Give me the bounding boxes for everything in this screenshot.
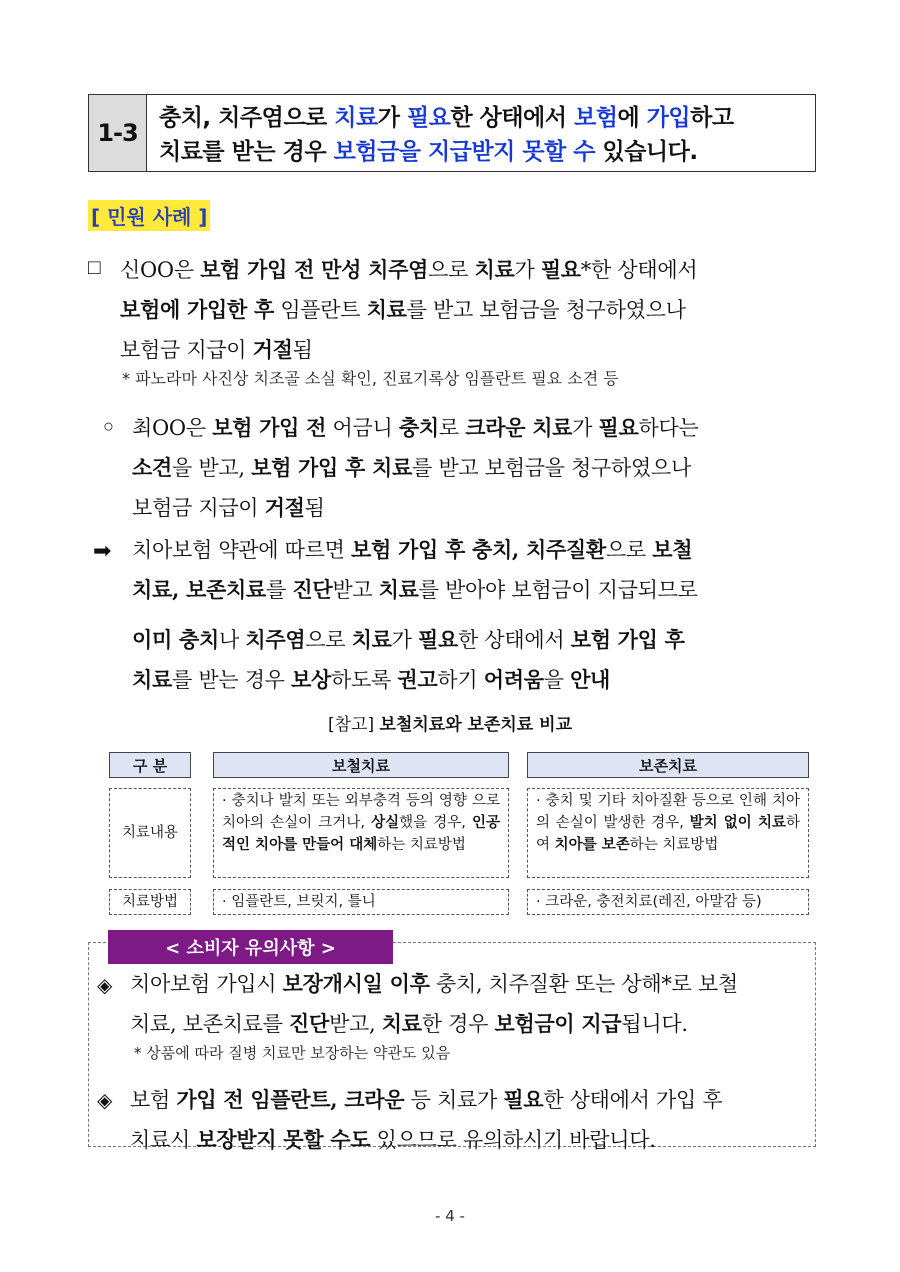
bold-text: 이미 충치: [132, 627, 219, 652]
conclusion-text-2: [132, 620, 685, 700]
text-run: 를 받고 보험금을 청구하였으나: [412, 456, 691, 480]
text-line: [132, 660, 685, 700]
bold-text: 보험에 가입한 후: [120, 297, 274, 322]
text-run: 하는 치료방법: [377, 837, 466, 853]
text-line: [120, 290, 697, 330]
bold-text: 거절: [264, 495, 305, 520]
table-cell: [213, 889, 509, 915]
bold-text: 보장개시일 이후: [282, 971, 430, 996]
text-run: 어금니: [326, 416, 399, 440]
bold-text: 인공적인 치아를 만들어 대체: [222, 815, 501, 853]
bold-text: 보험 가입 전: [212, 415, 327, 440]
table-row-label: 치료방법: [109, 889, 191, 915]
bold-text: 보험 가입 후 치료: [251, 455, 413, 480]
notice-item1-note: * 상품에 따라 질병 치료만 보장하는 약관도 있음: [134, 1044, 451, 1062]
bold-text: 가입 전 임플란트, 크라운: [176, 1087, 405, 1112]
table-cell: [213, 788, 509, 878]
conclusion-text: [132, 530, 698, 610]
text-line: [130, 1080, 722, 1120]
text-run: 하고: [690, 105, 734, 131]
text-run: 최OO은: [132, 416, 213, 440]
bold-text: 치료: [132, 667, 172, 692]
text-run: 치아보험 가입시: [130, 972, 283, 996]
bold-text: 필요: [503, 1087, 544, 1112]
bold-text: 소견: [132, 455, 172, 480]
bold-text: 충치: [398, 415, 439, 440]
bold-text: 치아를 보존: [554, 837, 630, 853]
text-run: 치료, 보존치료를: [130, 1012, 290, 1036]
text-run: 했을 경우,: [399, 815, 472, 831]
section-header: [88, 94, 816, 172]
diamond-bullet-icon: ◈: [97, 975, 113, 997]
case1-note: * 파노라마 사진상 치조골 소실 확인, 진료기록상 임플란트 필요 소견 등: [122, 369, 619, 388]
table-cell: [527, 788, 809, 878]
text-run: *한 상태에서: [580, 258, 698, 282]
text-run: 하기: [437, 668, 484, 692]
bold-text: 보험금이 지급: [494, 1011, 622, 1036]
text-run: 됩니다.: [621, 1012, 688, 1036]
text-run: 치료시: [130, 1128, 197, 1152]
text-run: · 충치나 발치 또는 외부충격 등의 영향 으로 치아의 손실이 크거나,: [222, 793, 500, 831]
bold-text: 치료: [351, 627, 392, 652]
bold-text: 어려움: [483, 667, 544, 692]
bold-text: 치료: [381, 1011, 422, 1036]
text-run: 임플란트: [273, 298, 367, 322]
text-run: 있으므로 유의하시기 바랍니다.: [370, 1128, 656, 1152]
text-run: 치아보험 약관에 따르면: [132, 538, 351, 562]
reference-title: [0, 710, 900, 735]
table-row-label: 치료내용: [109, 788, 191, 878]
bold-text: 필요: [540, 257, 581, 282]
text-run: 충치, 치주염으로: [159, 105, 335, 131]
text-line: [130, 1120, 722, 1160]
text-run: 보험금 지급이: [120, 338, 253, 362]
text-run: 받고,: [329, 1012, 382, 1036]
bold-text: 거절: [252, 337, 293, 362]
text-line: [130, 1004, 738, 1044]
highlight-text: 가입: [646, 105, 691, 131]
bold-text: 치료: [474, 257, 515, 282]
highlight-text: 보험: [574, 105, 618, 131]
text-line: [130, 964, 738, 1004]
bold-text: 안내: [570, 667, 611, 692]
bold-text: 보험 가입 전 만성 치주염: [200, 257, 429, 282]
text-run: 한 경우: [421, 1012, 495, 1036]
text-run: 가: [391, 628, 419, 652]
text-run: 신OO은: [120, 258, 201, 282]
bold-text: 권고: [397, 667, 438, 692]
text-run: 보험: [130, 1088, 177, 1112]
diamond-bullet-icon: ◈: [97, 1090, 113, 1112]
bold-text: 보장받지 못할 수도: [196, 1127, 371, 1152]
notice-item2: [130, 1080, 722, 1160]
text-run: 됨: [304, 496, 325, 520]
text-run: 으로: [428, 258, 475, 282]
text-run: 를: [265, 578, 293, 602]
text-run: 한 상태에서: [458, 628, 571, 652]
text-line: [120, 330, 697, 370]
reference-prefix: [참고]: [328, 715, 380, 735]
bold-text: 치료: [378, 577, 419, 602]
bold-text: 필요: [418, 627, 459, 652]
text-run: 충치, 치주질환 또는 상해*로 보철: [429, 972, 738, 996]
text-run: 하다는: [638, 416, 699, 440]
text-run: 를 받고 보험금을 청구하였으나: [406, 298, 686, 322]
page-number: - 4 -: [435, 1207, 465, 1225]
text-run: 하여: [536, 815, 801, 853]
text-run: 받고: [332, 578, 379, 602]
section-title-line2: [159, 135, 807, 169]
text-run: 가: [377, 105, 407, 131]
text-run: · 임플란트, 브릿지, 틀니: [222, 894, 376, 910]
bold-text: 진단: [292, 577, 333, 602]
text-run: 를 받는 경우: [171, 668, 292, 692]
text-run: 하도록: [331, 668, 398, 692]
text-line: [132, 620, 685, 660]
notice-item1: [130, 964, 738, 1044]
case-tag: [ 민원 사례 ]: [88, 200, 210, 231]
bold-text: 치료: [366, 297, 407, 322]
bold-text: 치주염: [245, 627, 306, 652]
consumer-notice-title: < 소비자 유의사항 >: [108, 930, 393, 964]
text-line: [132, 408, 699, 448]
bold-text: 보상: [291, 667, 332, 692]
highlight-text: 필요: [406, 105, 451, 131]
text-run: 로: [438, 416, 466, 440]
case1-checkbox-marker: □: [88, 256, 101, 279]
text-run: 등 치료가: [404, 1088, 504, 1112]
table-header-conservative: 보존치료: [527, 752, 809, 778]
text-run: 를 받아야 보험금이 지급되므로: [418, 578, 698, 602]
reference-heading: 보철치료와 보존치료 비교: [379, 715, 572, 735]
highlight-text: 보험금을 지급받지 못할 수: [333, 139, 595, 165]
section-title: [147, 95, 815, 171]
case2-circle-marker: ○: [103, 416, 114, 436]
case2-text: [132, 408, 699, 528]
text-run: 치료를 받는 경우: [159, 139, 334, 165]
text-run: · 충치 및 기타 치아질환 등으로 인해 치아의 손실이 발생한 경우,: [536, 793, 800, 831]
text-run: 나: [218, 628, 246, 652]
text-line: [120, 250, 697, 290]
case1-text: [120, 250, 697, 370]
table-header-prosthetic: 보철치료: [213, 752, 509, 778]
table-cell: [527, 889, 809, 915]
bold-text: 보철: [652, 537, 693, 562]
text-run: 으로: [605, 538, 653, 562]
text-run: 있습니다.: [594, 139, 698, 165]
bold-text: 필요: [598, 415, 639, 440]
bold-text: 크라운 치료: [465, 415, 573, 440]
bold-text: 발치 없이 치료: [689, 815, 786, 831]
text-run: 한 상태에서 가입 후: [543, 1088, 723, 1112]
bold-text: 진단: [289, 1011, 330, 1036]
bold-text: 상실: [371, 815, 400, 831]
text-run: 가: [514, 258, 541, 282]
text-run: 을 받고,: [171, 456, 252, 480]
text-run: 에: [617, 105, 647, 131]
bold-text: 보험 가입 후 충치, 치주질환: [351, 537, 606, 562]
section-title-line1: [159, 101, 807, 135]
text-run: 하는 치료방법: [629, 837, 719, 853]
text-line: [132, 530, 698, 570]
text-run: 됨: [292, 338, 313, 362]
table-header-category: 구 분: [109, 752, 191, 778]
arrow-icon: ➡: [93, 538, 112, 563]
text-line: [132, 488, 699, 528]
highlight-text: 치료: [334, 105, 378, 131]
text-run: 으로: [305, 628, 352, 652]
text-line: [132, 448, 699, 488]
text-run: 한 상태에서: [450, 105, 574, 131]
text-run: 가: [572, 416, 599, 440]
text-run: 을: [543, 668, 571, 692]
bold-text: 보험 가입 후: [570, 627, 685, 652]
section-number: 1-3: [89, 95, 147, 171]
bold-text: 치료, 보존치료: [132, 577, 266, 602]
text-line: [132, 570, 698, 610]
text-run: · 크라운, 충전치료(레진, 아말감 등): [536, 894, 762, 910]
text-run: 보험금 지급이: [132, 496, 265, 520]
